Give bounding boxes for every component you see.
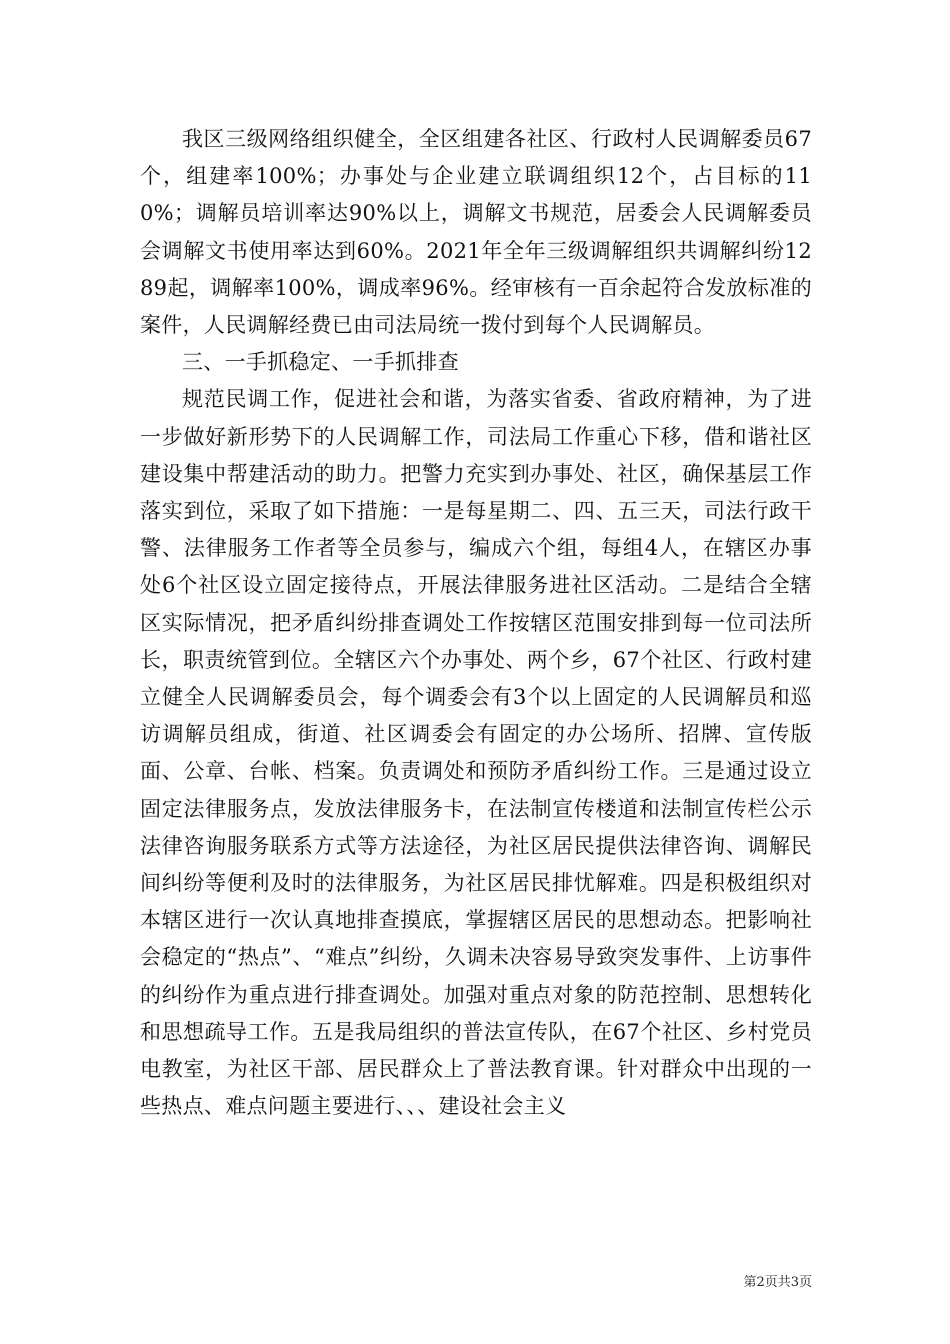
paragraph-mediation-statistics: 我区三级网络组织健全，全区组建各社区、行政村人民调解委员67个，组建率100%；办事处与企业建立联调组织12个，占目标的110%；调解员培训率达90%以上，调解文书规范，居委会人民调解委员会调解文书使用率达到60%。2021年全年三级调解组织共调解纠纷1289起，调解率100%，调成率96%。经审核有一百余起符合发放标准的案件，人民调解经费已由司法局统一拨付到每个人民调解员。 <box>140 127 812 338</box>
page-footer <box>0 1274 950 1292</box>
page-number: 第2页共3页 <box>743 1275 812 1290</box>
paragraph-measures: 规范民调工作，促进社会和谐，为落实省委、省政府精神，为了进一步做好新形势下的人民调解工作，司法局工作重心下移，借和谐社区建设集中帮建活动的助力。把警力充实到办事处、社区，确保基层工作落实到位，采取了如下措施：一是每星期二、四、五三天，司法行政干警、法律服务工作者等全员参与，编成六个组，每组4人，在辖区办事处6个社区设立固定接待点，开展法律服务进社区活动。二是结合全辖区实际情况，把矛盾纠纷排查调处工作按辖区范围安排到每一位司法所长，职责统管到位。全辖区六个办事处、两个乡，67个社区、行政村建立健全人民调解委员会，每个调委会有3个以上固定的人民调解员和巡访调解员组成，街道、社区调委会有固定的办公场所、招牌、宣传版面、公章、台帐、档案。负责调处和预防矛盾纠纷工作。三是通过设立固定法律服务点，发放法律服务卡，在法制宣传楼道和法制宣传栏公示法律咨询服务联系方式等方法途径，为社区居民提供法律咨询、调解民间纠纷等便利及时的法律服务，为社区居民排忧解难。四是积极组织对本辖区进行一次认真地排查摸底，掌握辖区居民的思想动态。把影响社会稳定的“热点”、“难点”纠纷，久调未决容易导致突发事件、上访事件的纠纷作为重点进行排查调处。加强对重点对象的防范控制、思想转化和思想疏导工作。五是我局组织的普法宣传队，在67个社区、乡村党员电教室，为社区干部、居民群众上了普法教育课。针对群众中出现的一些热点、难点问题主要进行、、、建设社会主义 <box>140 387 812 1119</box>
document-body <box>140 121 812 1125</box>
section-heading-three: 三、一手抓稳定、一手抓排查 <box>182 350 459 375</box>
